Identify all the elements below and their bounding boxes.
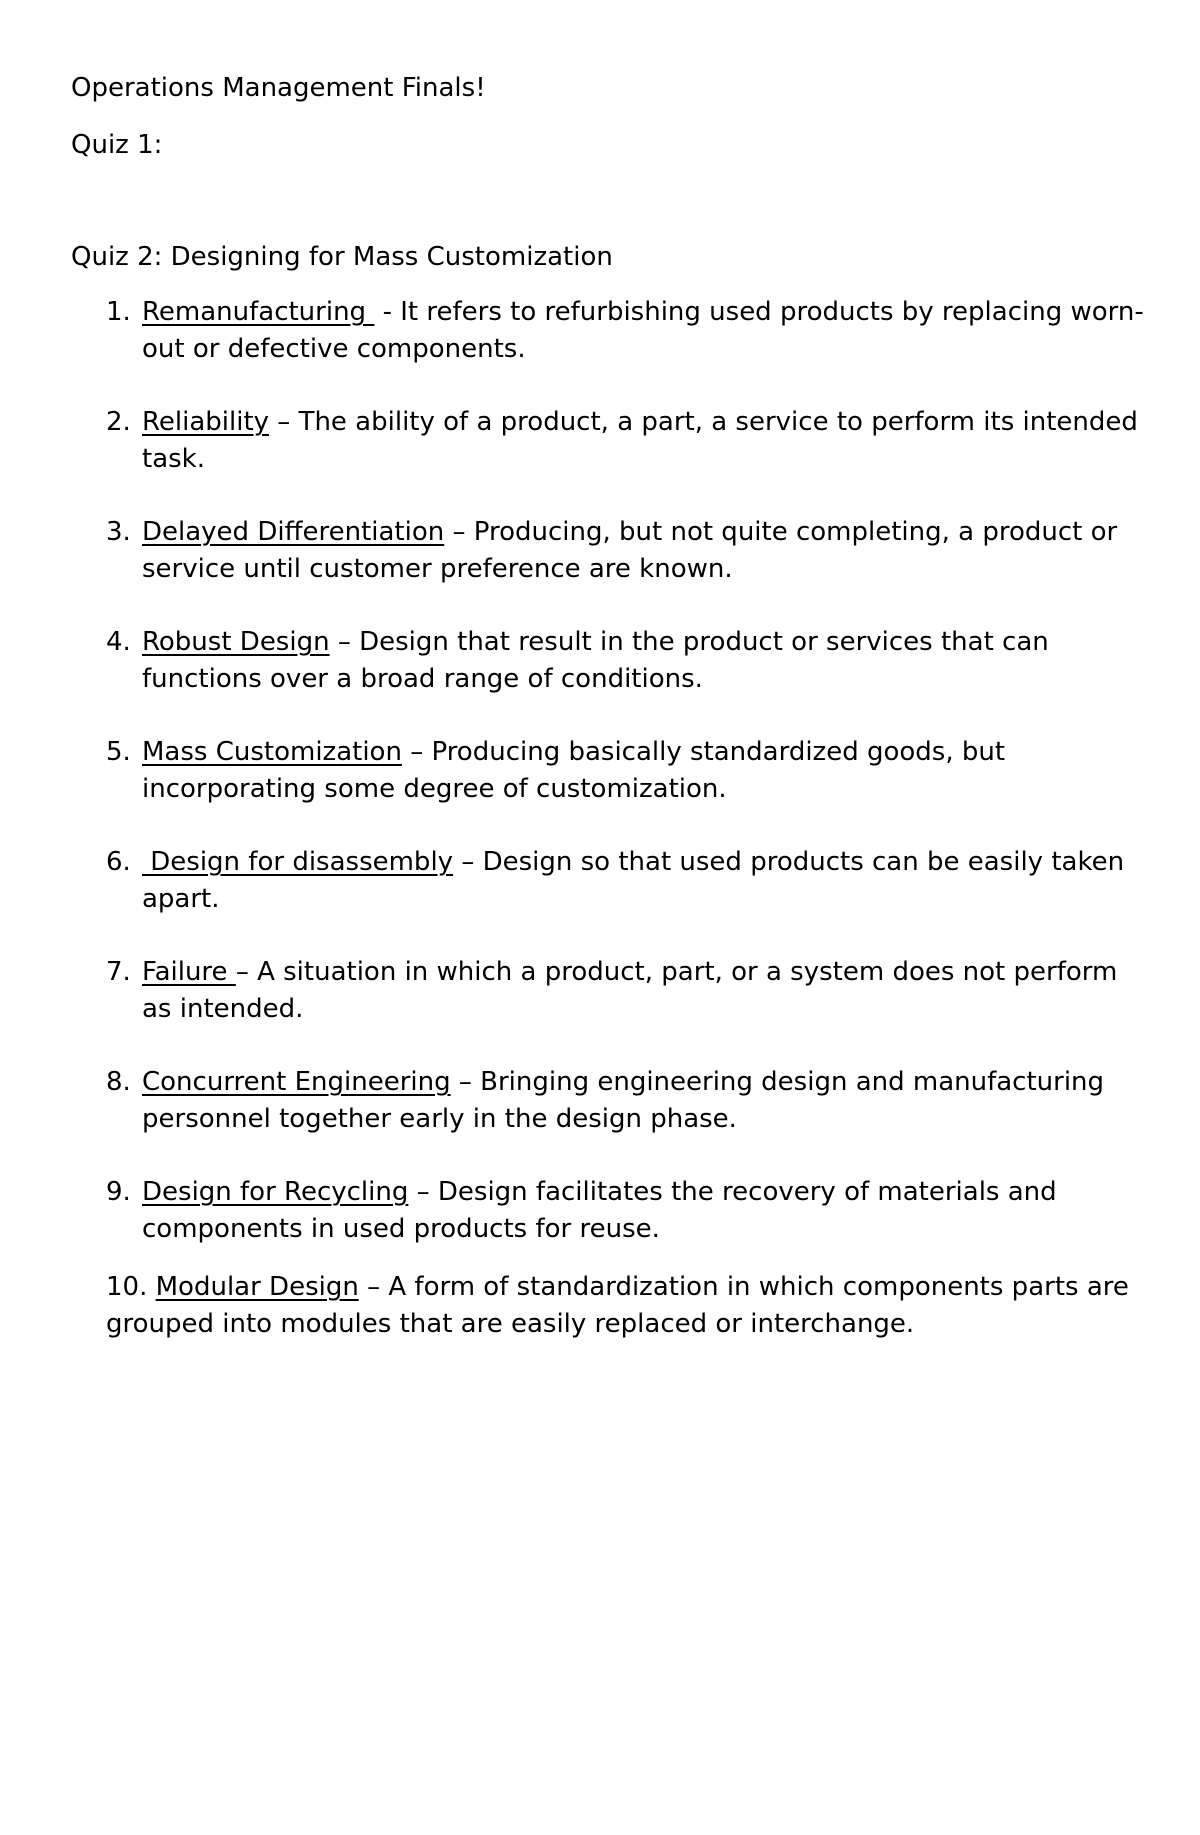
document-title: Operations Management Finals!	[71, 73, 486, 103]
list-item	[71, 734, 1151, 808]
item-separator: –	[453, 847, 483, 877]
item-number: 7.	[106, 957, 131, 987]
item-definition: Bringing engineering design and manufacturing personnel together early in the design phase.	[142, 1067, 1105, 1134]
item-term: Modular Design	[155, 1272, 359, 1302]
item-separator: –	[444, 517, 474, 547]
list-item	[71, 1064, 1151, 1138]
item-term: Design for Recycling	[142, 1177, 409, 1207]
item-number: 3.	[106, 517, 131, 547]
item-term: Failure	[142, 957, 236, 987]
item-separator: -	[374, 297, 401, 327]
item-definition: Design so that used products can be easily taken apart.	[142, 847, 1125, 914]
list-item	[71, 624, 1151, 698]
item-term: Remanufacturing	[142, 297, 375, 327]
list-item	[71, 954, 1151, 1028]
item-number: 9.	[106, 1177, 131, 1207]
item-term: Concurrent Engineering	[142, 1067, 451, 1097]
item-definition: The ability of a product, a part, a service to perform its intended task.	[142, 407, 1138, 474]
item-term: Robust Design	[142, 627, 330, 657]
item-definition: Producing, but not quite completing, a product or service until customer preference are known.	[142, 517, 1118, 584]
item-number: 6.	[106, 847, 131, 877]
item-definition: Design facilitates the recovery of materials and components in used products for reuse.	[142, 1177, 1057, 1244]
list-item-10	[106, 1269, 1166, 1343]
definition-list	[71, 294, 1151, 1284]
item-separator: –	[329, 627, 360, 657]
item-separator: –	[450, 1067, 481, 1097]
item-number: 5.	[106, 737, 131, 767]
item-separator: –	[269, 407, 299, 437]
list-item	[71, 514, 1151, 588]
list-item	[71, 1174, 1151, 1248]
item-separator: –	[401, 737, 432, 767]
item-number: 10.	[106, 1272, 148, 1302]
item-definition: It refers to refurbishing used products by replacing worn-out or defective components.	[142, 297, 1144, 364]
item-separator: –	[235, 957, 258, 987]
item-number: 1.	[106, 297, 131, 327]
item-definition: Producing basically standardized goods, but incorporating some degree of customization.	[142, 737, 1006, 804]
item-number: 4.	[106, 627, 131, 657]
list-item	[71, 294, 1151, 368]
item-separator: –	[408, 1177, 438, 1207]
quiz-1-heading: Quiz 1:	[71, 130, 163, 160]
item-definition: Design that result in the product or services that can functions over a broad range of conditions.	[142, 627, 1049, 694]
item-definition: A situation in which a product, part, or a system does not perform as intended.	[142, 957, 1118, 1024]
item-term: Mass Customization	[142, 737, 402, 767]
item-term: Delayed Differentiation	[142, 517, 445, 547]
quiz-2-heading: Quiz 2: Designing for Mass Customization	[71, 242, 613, 272]
item-definition: A form of standardization in which components parts are grouped into modules that are easily replaced or interchange.	[106, 1272, 1129, 1339]
list-item	[71, 404, 1151, 478]
item-term: Design for disassembly	[142, 847, 454, 877]
list-item	[71, 844, 1151, 918]
item-number: 2.	[106, 407, 131, 437]
item-separator: –	[358, 1272, 389, 1302]
item-term: Reliability	[142, 407, 270, 437]
item-number: 8.	[106, 1067, 131, 1097]
